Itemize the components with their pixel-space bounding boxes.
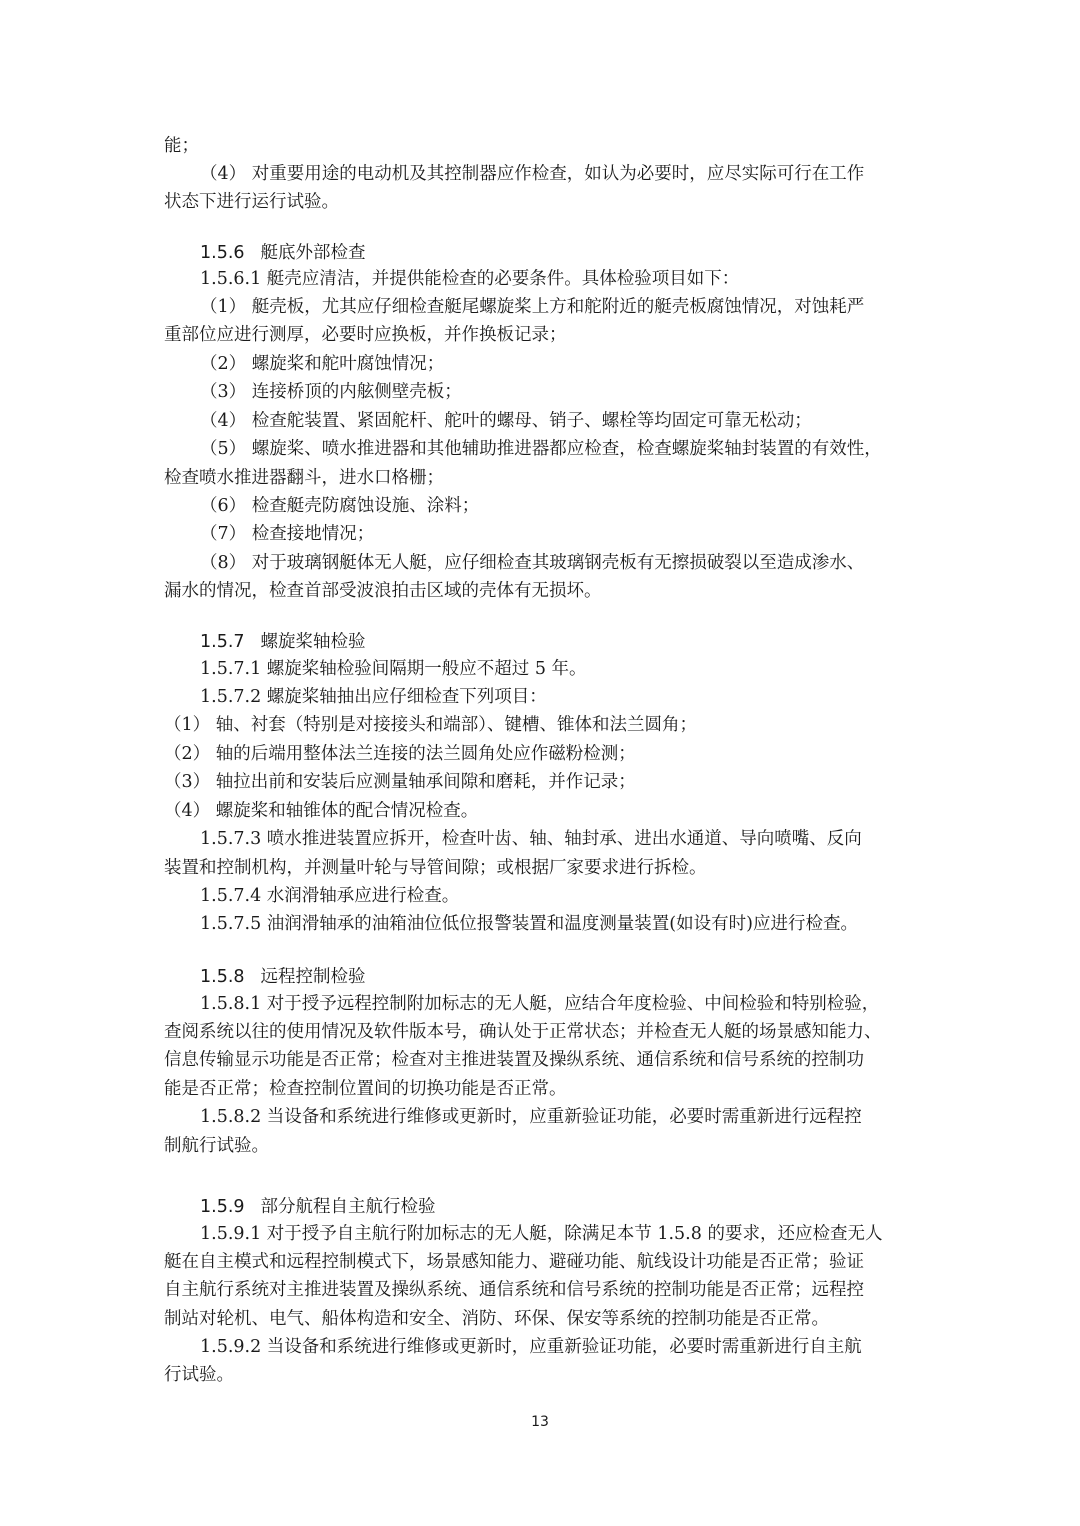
section-heading (200, 965, 366, 989)
section-number: 1.5.8 (200, 967, 245, 987)
paragraph-line: 1.5.7.4 水润滑轴承应进行检查。 (200, 886, 460, 906)
section-title: 部分航程自主航行检验 (260, 1197, 436, 1217)
paragraph-line: 1.5.8.2 当设备和系统进行维修或更新时，应重新验证功能，必要时需重新进行远程控 (200, 1107, 862, 1127)
paragraph-line: 装置和控制机构，并测量叶轮与导管间隙；或根据厂家要求进行拆检。 (164, 858, 707, 878)
paragraph-line: 检查喷水推进器翻斗，进水口格栅； (164, 468, 444, 488)
paragraph-line: 行试验。 (164, 1365, 234, 1385)
list-item: （1） 艇壳板，尤其应仔细检查艇尾螺旋桨上方和舵附近的艇壳板腐蚀情况，对蚀耗严 (200, 297, 865, 317)
section-heading (200, 1195, 436, 1219)
paragraph-line: 1.5.6.1 艇壳应清洁，并提供能检查的必要条件。具体检验项目如下： (200, 269, 740, 289)
section-title: 艇底外部检查 (260, 243, 366, 263)
paragraph-line: 1.5.7.2 螺旋桨轴抽出应仔细检查下列项目： (200, 687, 547, 707)
list-item: （5） 螺旋桨、喷水推进器和其他辅助推进器都应检查，检查螺旋桨轴封装置的有效性， (200, 439, 882, 459)
paragraph-line: 1.5.9.2 当设备和系统进行维修或更新时，应重新验证功能，必要时需重新进行自主航 (200, 1337, 862, 1357)
paragraph-line: 1.5.8.1 对于授予远程控制附加标志的无人艇，应结合年度检验、中间检验和特别检验， (200, 994, 880, 1014)
page-number: 13 (531, 1414, 549, 1430)
list-item: （4） 检查舵装置、紧固舵杆、舵叶的螺母、销子、螺栓等均固定可靠无松动； (200, 411, 812, 431)
list-item: （2） 螺旋桨和舵叶腐蚀情况； (200, 354, 445, 374)
paragraph-line: 状态下进行运行试验。 (164, 192, 339, 212)
paragraph-line: 艇在自主模式和远程控制模式下，场景感知能力、避碰功能、航线设计功能是否正常；验证 (164, 1252, 864, 1272)
list-item: （4） 螺旋桨和轴锥体的配合情况检查。 (164, 801, 479, 821)
section-heading (200, 241, 366, 265)
paragraph-line: 重部位应进行测厚，必要时应换板，并作换板记录； (164, 325, 567, 345)
paragraph-line: 1.5.7.1 螺旋桨轴检验间隔期一般应不超过 5 年。 (200, 659, 587, 679)
paragraph-line: 能； (164, 136, 199, 156)
list-item: （7） 检查接地情况； (200, 524, 375, 544)
list-item: （2） 轴的后端用整体法兰连接的法兰圆角处应作磁粉检测； (164, 744, 636, 764)
paragraph-line: 制航行试验。 (164, 1136, 269, 1156)
paragraph-line: 能是否正常；检查控制位置间的切换功能是否正常。 (164, 1079, 567, 1099)
section-title: 螺旋桨轴检验 (260, 632, 366, 652)
paragraph-line: （4） 对重要用途的电动机及其控制器应作检查，如认为必要时，应尽实际可行在工作 (200, 164, 865, 184)
section-number: 1.5.6 (200, 243, 245, 263)
list-item: （6） 检查艇壳防腐蚀设施、涂料； (200, 496, 480, 516)
paragraph-line: 查阅系统以往的使用情况及软件版本号，确认处于正常状态；并检查无人艇的场景感知能力、 (164, 1022, 882, 1042)
section-number: 1.5.7 (200, 632, 245, 652)
paragraph-line: 自主航行系统对主推进装置及操纵系统、通信系统和信号系统的控制功能是否正常；远程控 (164, 1280, 864, 1300)
paragraph-line: 1.5.9.1 对于授予自主航行附加标志的无人艇，除满足本节 1.5.8 的要求，还应检查无人 (200, 1224, 883, 1244)
section-heading (200, 630, 366, 654)
list-item: （1） 轴、衬套（特别是对接接头和端部）、键槽、锥体和法兰圆角； (164, 715, 697, 735)
section-title: 远程控制检验 (260, 967, 366, 987)
list-item: （3） 连接桥顶的内舷侧壁壳板； (200, 382, 462, 402)
list-item: （3） 轴拉出前和安装后应测量轴承间隙和磨耗，并作记录； (164, 772, 636, 792)
paragraph-line: 1.5.7.3 喷水推进装置应拆开，检查叶齿、轴、轴封承、进出水通道、导向喷嘴、反向 (200, 829, 862, 849)
section-number: 1.5.9 (200, 1197, 245, 1217)
paragraph-line: 1.5.7.5 油润滑轴承的油箱油位低位报警装置和温度测量装置(如设有时)应进行检查。 (200, 914, 858, 934)
paragraph-line: 制站对轮机、电气、船体构造和安全、消防、环保、保安等系统的控制功能是否正常。 (164, 1309, 829, 1329)
paragraph-line: 漏水的情况，检查首部受波浪拍击区域的壳体有无损坏。 (164, 581, 602, 601)
list-item: （8） 对于玻璃钢艇体无人艇，应仔细检查其玻璃钢壳板有无擦损破裂以至造成渗水、 (200, 553, 865, 573)
paragraph-line: 信息传输显示功能是否正常；检查对主推进装置及操纵系统、通信系统和信号系统的控制功 (164, 1050, 864, 1070)
